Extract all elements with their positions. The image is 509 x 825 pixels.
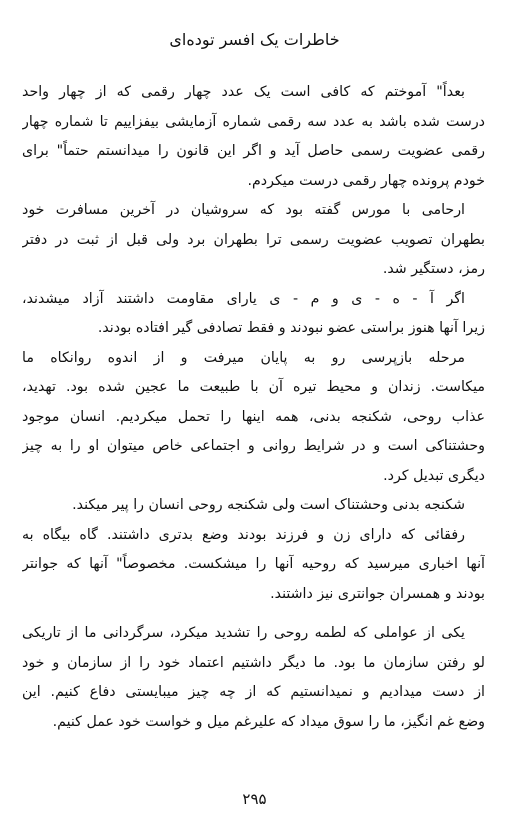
text-line: ارحامی با مورس گفته بود که سروشیان در آخرین مسافرت خود	[22, 202, 465, 218]
text-line: دیگری تبدیل کرد.	[383, 467, 485, 484]
text-line: یکی از عواملی که لطمه روحی را تشدید میکرد، سرگردانی ما از تاریکی	[22, 625, 465, 641]
body-text	[22, 78, 485, 737]
text-line: بعداً" آموختم که کافی است یک عدد چهار رقمی که از چهار واحد	[22, 84, 465, 100]
text-line: وضع غم انگیز، ما را سوق میداد که علیرغم میل و خواست خود عمل کنیم.	[52, 713, 485, 730]
paragraph-gap	[22, 609, 485, 619]
text-line: زیرا آنها هنوز براستی عضو نبودند و فقط تصادفی گیر افتاده بودند.	[97, 320, 485, 336]
text-line: رفقائی که دارای زن و فرزند بودند وضع بدتری داشتند. گاه بیگاه به	[22, 526, 465, 543]
text-line: مرحله بازپرسی رو به پایان میرفت و از اندوه روانکاه ما	[22, 349, 465, 366]
page-header-title: خاطرات یک افسر توده‌ای	[169, 30, 340, 49]
text-line: لو رفتن سازمان ما بود. ما دیگر داشتیم اعتماد خود را از سازمان و خود	[22, 654, 485, 671]
text-line: خودم پرونده چهار رقمی درست میکردم.	[247, 172, 485, 189]
page-number: ۲۹۵	[242, 790, 267, 808]
text-line: وحشتناکی است و در شرایط روانی و اجتماعی خاص میتوان او را به چیز	[22, 438, 485, 454]
text-line: آنها اخباری میرسید که روحیه آنها را میشکست. مخصوصاً" آنها که جوانتر	[22, 556, 485, 572]
text-line: عذاب روحی، شکنجه بدنی، همه اینها را تحمل میکردیم. انسان موجود	[22, 408, 485, 425]
text-line: میکاست. زندان و محیط تیره آن با طبیعت ما عجین شده بود. تهدید،	[22, 379, 485, 395]
text-line: رقمی عضویت رسمی حاصل آید و اگر این قانون را میدانستم حتماً" برای	[22, 143, 485, 159]
text-line: از دست میدادیم و نمیدانستیم که از چه چیز میبایستی دفاع کنیم. این	[22, 684, 485, 700]
text-line: اگر آ - ه - ی و م - ی یارای مقاومت داشتند آزاد میشدند،	[22, 290, 465, 307]
text-line: بطهران تصویب عضویت رسمی ترا بطهران برد ولی قبل از ثبت در دفتر	[22, 231, 485, 248]
text-line: رمز، دستگیر شد.	[382, 261, 485, 277]
text-line: شکنجه بدنی وحشتناک است ولی شکنجه روحی انسان را پیر میکند.	[72, 497, 465, 513]
text-line: بودند و همسران جوانتری نیز داشتند.	[270, 585, 485, 602]
text-line: درست شده باشد به عدد سه رقمی شماره آزمایشی بیفزاییم تا شماره چهار	[22, 113, 485, 130]
